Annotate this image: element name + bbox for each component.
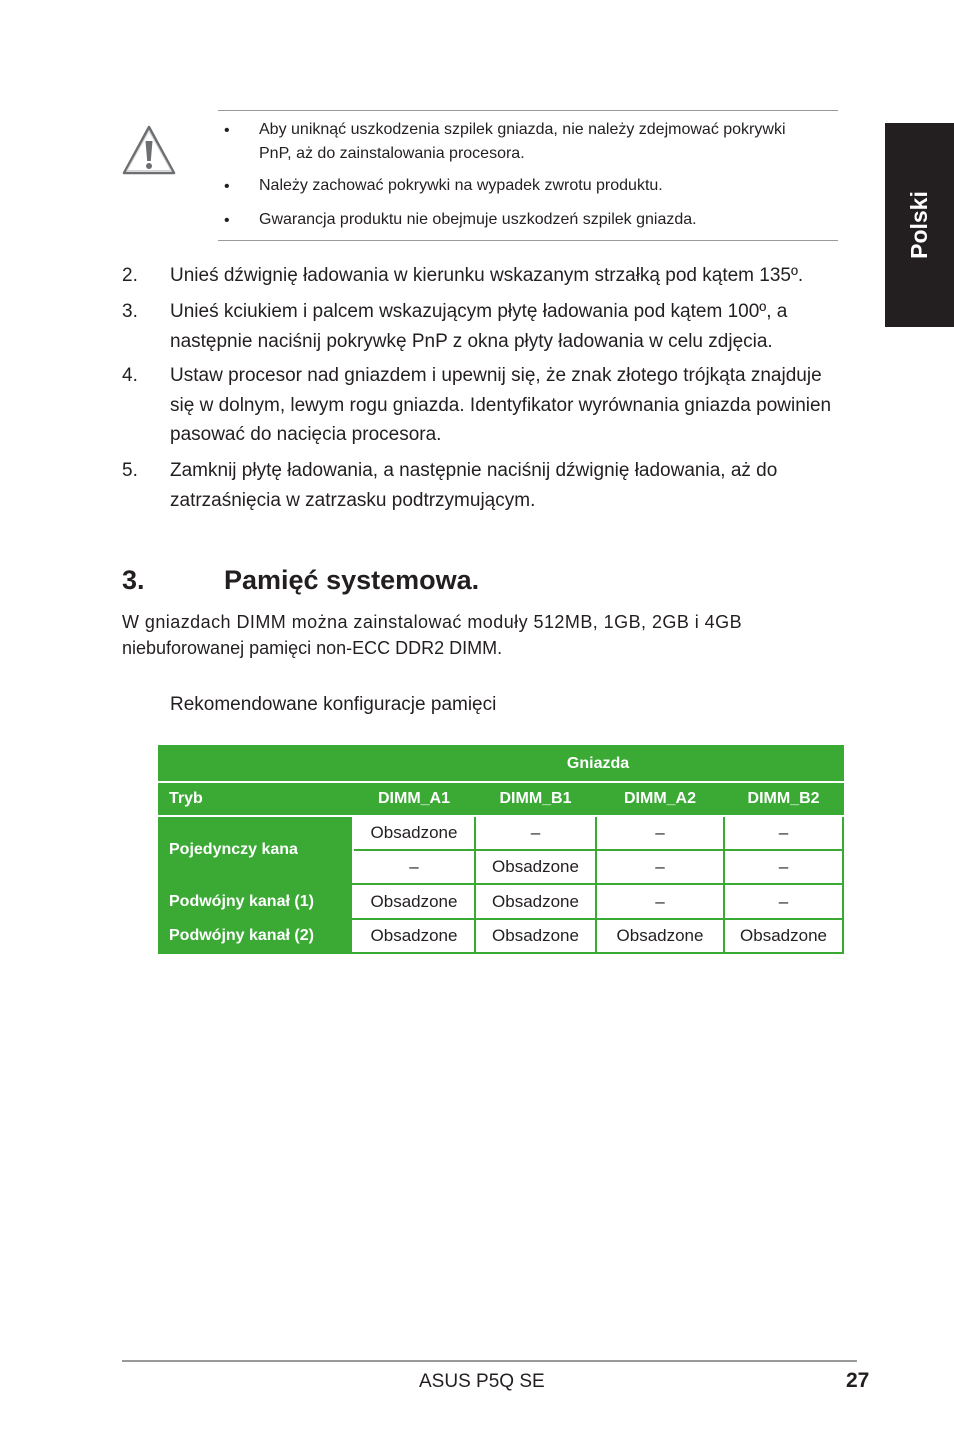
column-header: DIMM_B1 [475,782,596,816]
table-row [159,884,843,919]
step-text: Zamknij płytę ładowania, a następnie naciśnij dźwignię ładowania, aż do zatrzaśnięcia w zatrzasku podtrzymującym. [170,460,778,511]
caution-note-1: Aby uniknąć uszkodzenia szpilek gniazda, nie należy zdejmować pokrywki PnP, aż do zainstalowania procesora. [259,121,786,162]
table-cell: – [724,884,843,919]
step-text: Ustaw procesor nad gniazdem i upewnij się, że znak złotego trójkąta znajduje się w dolnym, lewym rogu gniazda. Identyfikator wyrównania gniazda powinien pasować do nacięcia procesora. [170,365,832,445]
table-cell: Obsadzone [475,919,596,953]
table-cell: – [724,850,843,884]
table-cell: Obsadzone [475,850,596,884]
table-cell: – [596,884,724,919]
row-label: Podwójny kanał (1) [159,884,353,919]
caution-note-2: Należy zachować pokrywki na wypadek zwrotu produktu. [259,177,663,194]
header-cell [159,746,353,782]
table-cell: Obsadzone [353,884,475,919]
table-cell: Obsadzone [353,919,475,953]
table-row [159,782,843,816]
table-cell: Obsadzone [353,816,475,850]
language-label: Polski [906,191,932,259]
memory-config-table [158,745,844,954]
table-title: Rekomendowane konfiguracje pamięci [170,694,497,715]
table-cell: – [724,816,843,850]
table-cell: Obsadzone [724,919,843,953]
section-intro: W gniazdach DIMM można zainstalować moduły 512MB, 1GB, 2GB i 4GB [122,612,743,632]
step-text: Unieś dźwignię ładowania w kierunku wskazanym strzałką pod kątem 135º. [170,265,804,286]
section-number: 3. [122,565,145,595]
table-cell: – [475,816,596,850]
row-label: Pojedynczy kana [159,816,353,884]
step-number: 4. [122,365,138,386]
table-cell: Obsadzone [596,919,724,953]
step-text: Unieś kciukiem i palcem wskazującym płytę ładowania pod kątem 100º, a następnie naciśnij pokrywkę PnP z okna płyty ładowania w celu zdjęcia. [170,301,788,352]
table-cell: Obsadzone [475,884,596,919]
step-number: 2. [122,265,138,286]
table-cell: – [596,850,724,884]
group-header: Gniazda [353,746,843,782]
section-title: Pamięć systemowa. [224,565,480,595]
row-label: Podwójny kanał (2) [159,919,353,953]
column-header: DIMM_B2 [724,782,843,816]
warning-triangle-icon [121,124,177,176]
step-number: 5. [122,460,138,481]
note-bullet: • [224,212,230,229]
table-cell: – [353,850,475,884]
column-header: DIMM_A2 [596,782,724,816]
mode-header: Tryb [159,782,353,816]
language-tab [885,123,954,327]
section-intro-continued: niebuforowanej pamięci non-ECC DDR2 DIMM. [122,638,503,658]
column-header: DIMM_A1 [353,782,475,816]
table-row [159,746,843,782]
table-row [159,919,843,953]
page-number: 27 [846,1369,870,1392]
footer-product-name: ASUS P5Q SE [419,1371,545,1392]
note-bullet: • [224,122,230,139]
step-number: 3. [122,301,138,322]
caution-top-rule [218,110,838,111]
table-cell: – [596,816,724,850]
footer-rule [122,1360,857,1362]
table-row [159,816,843,850]
caution-bottom-rule [218,240,838,241]
caution-note-3: Gwarancja produktu nie obejmuje uszkodzeń szpilek gniazda. [259,211,697,228]
note-bullet: • [224,178,230,195]
